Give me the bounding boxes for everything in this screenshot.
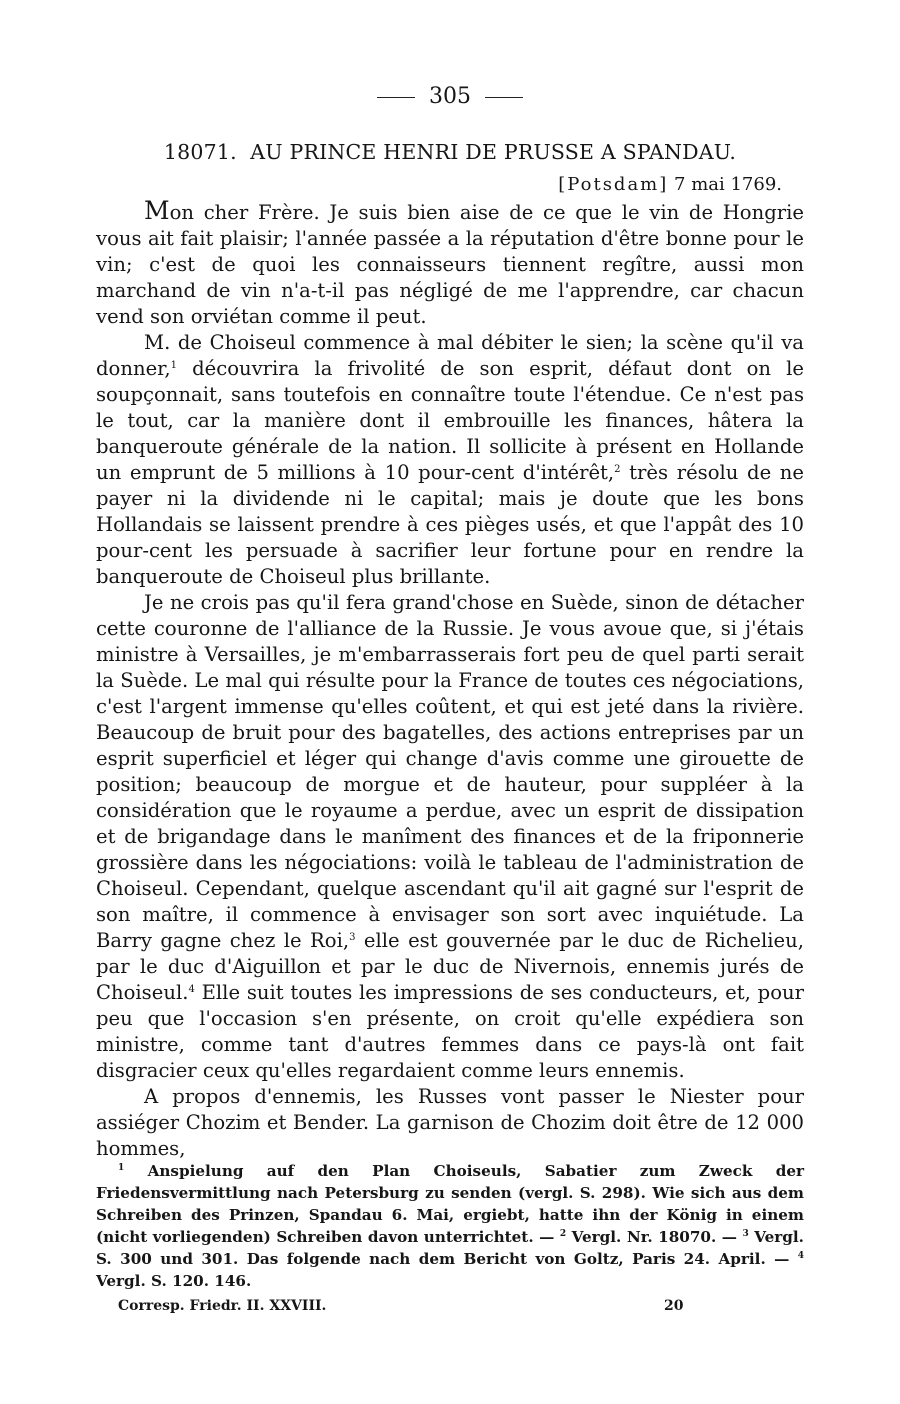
- paragraph-4-text: A propos d'ennemis, les Russes vont passer le Niester pour assiéger Chozim et Bender. La garnison de Chozim doit être de 12 000 hommes,: [96, 1085, 804, 1160]
- paragraph-1: [96, 196, 804, 330]
- signature-line: Corresp. Friedr. II. XXVIII.: [118, 1298, 327, 1314]
- footnotes: [96, 1160, 804, 1292]
- paragraph-3-text-b: elle est gouvernée par le duc de Richelieu, par le duc d'Aiguillon et par le duc de Nivernois, ennemis jurés de Choiseul.: [96, 929, 804, 1004]
- paragraph-2-text-a: M. de Choiseul commence à mal débiter le sien; la scène qu'il va donner,: [96, 331, 804, 380]
- footnote-3-text: Vergl. S. 300 und 301. Das folgende nach dem Bericht von Goltz, Paris 24. April. —: [96, 1228, 804, 1268]
- letter-number: 18071.: [163, 140, 237, 164]
- footnote-block: [96, 1160, 804, 1292]
- paragraph-2-text-c: très résolu de ne payer ni la dividende ni le capital; mais je doute que les bons Hollandais se laissent prendre à ces pièges usés, et que l'appât des 10 pour-cent les persuade à sacrifier leur fortune pour en rendre la banqueroute de Choiseul plus brillante.: [96, 461, 805, 588]
- footnote-4-text: Vergl. S. 120. 146.: [96, 1272, 252, 1290]
- sheet-number: 20: [664, 1298, 684, 1314]
- paragraph-4: [96, 1084, 804, 1162]
- footnote-ref-2[interactable]: 2: [614, 464, 621, 475]
- letter-date: 7 mai 1769.: [674, 174, 782, 195]
- letter-dateline: [558, 174, 782, 195]
- paragraph-3: [96, 590, 804, 1084]
- footnote-1-text: Anspielung auf den Plan Choiseuls, Sabatier zum Zweck der Friedensvermittlung nach Petersburg zu senden (vergl. S. 298). Wie sich aus dem Schreiben des Prinzen, Spandau 6. Mai, ergiebt, hatte ihn der König in einem (nicht vorliegenden) Schreiben davon unterrichtet. —: [96, 1162, 804, 1246]
- footnote-ref-1[interactable]: 1: [170, 360, 177, 371]
- page-number-dash-right: [485, 97, 523, 98]
- footnote-ref-4[interactable]: 4: [188, 984, 195, 995]
- page-number: 305: [429, 84, 471, 109]
- footnote-marker-2: 2: [559, 1229, 567, 1239]
- footnote-ref-3[interactable]: 3: [349, 932, 356, 943]
- paragraph-3-text-c: Elle suit toutes les impressions de ses conducteurs, et, pour peu que l'occasion s'en présente, on croit qu'elle expédiera son ministre, comme tant d'autres femmes dans ce pays-là ont fait disgracier ceux qu'elles regardaient comme leurs ennemis.: [96, 981, 804, 1082]
- footnote-marker-4: 4: [797, 1251, 804, 1261]
- paragraph-2-text-b: découvrira la frivolité de son esprit, défaut dont on le soupçonnait, sans toutefois en connaître toute l'étendue. Ce n'est pas le tout, car la manière dont il embrouille les finances, hâtera la banqueroute générale de la nation. Il sollicite à présent en Hollande un emprunt de 5 millions à 10 pour-cent d'intérêt,: [96, 357, 804, 484]
- footnote-2-text: Vergl. Nr. 18070. —: [566, 1228, 743, 1246]
- paragraph-3-text-a: Je ne crois pas qu'il fera grand'chose en Suède, sinon de détacher cette couronne de l'alliance de la Russie. Je vous avoue que, si j'étais ministre à Versailles, je m'embarrasserais fort peu de quel parti serait la Suède. Le mal qui résulte pour la France de toutes ces négociations, c'est l'argent immense qu'elles coûtent, et qui est jeté dans la rivière. Beaucoup de bruit pour des bagatelles, des actions entreprises par un esprit superficiel et léger qui change d'avis comme une girouette de position; beaucoup de morgue et de hauteur, pour suppléer à la considération que le royaume a perdue, avec un esprit de dissipation et de brigandage dans le manîment des finances et de la friponnerie grossière dans les négociations: voilà le tableau de l'administration de Choiseul. Cependant, quelque ascendant qu'il ait gagné sur l'esprit de son maître, il commence à envisager son sort avec inquiétude. La Barry gagne chez le Roi,: [96, 591, 804, 952]
- page-number-dash-left: [377, 97, 415, 98]
- letter-place: [Potsdam]: [558, 174, 669, 195]
- letter-body: [96, 196, 805, 1162]
- footnote-marker-1: 1: [118, 1163, 125, 1173]
- letter-heading: [96, 140, 804, 164]
- initial-letter: M: [144, 196, 170, 225]
- page-number-line: [0, 84, 900, 109]
- footnote-marker-3: 3: [742, 1229, 749, 1239]
- letter-title: AU PRINCE HENRI DE PRUSSE A SPANDAU.: [250, 140, 737, 164]
- paragraph-1-text: on cher Frère. Je suis bien aise de ce que le vin de Hongrie vous ait fait plaisir; l'année passée a la réputation d'être bonne pour le vin; c'est de quoi les connaisseurs tiennent regître, aussi mon marchand de vin n'a-t-il pas négligé de me l'apprendre, car chacun vend son orviétan comme il peut.: [96, 201, 804, 328]
- paragraph-2: [96, 330, 804, 590]
